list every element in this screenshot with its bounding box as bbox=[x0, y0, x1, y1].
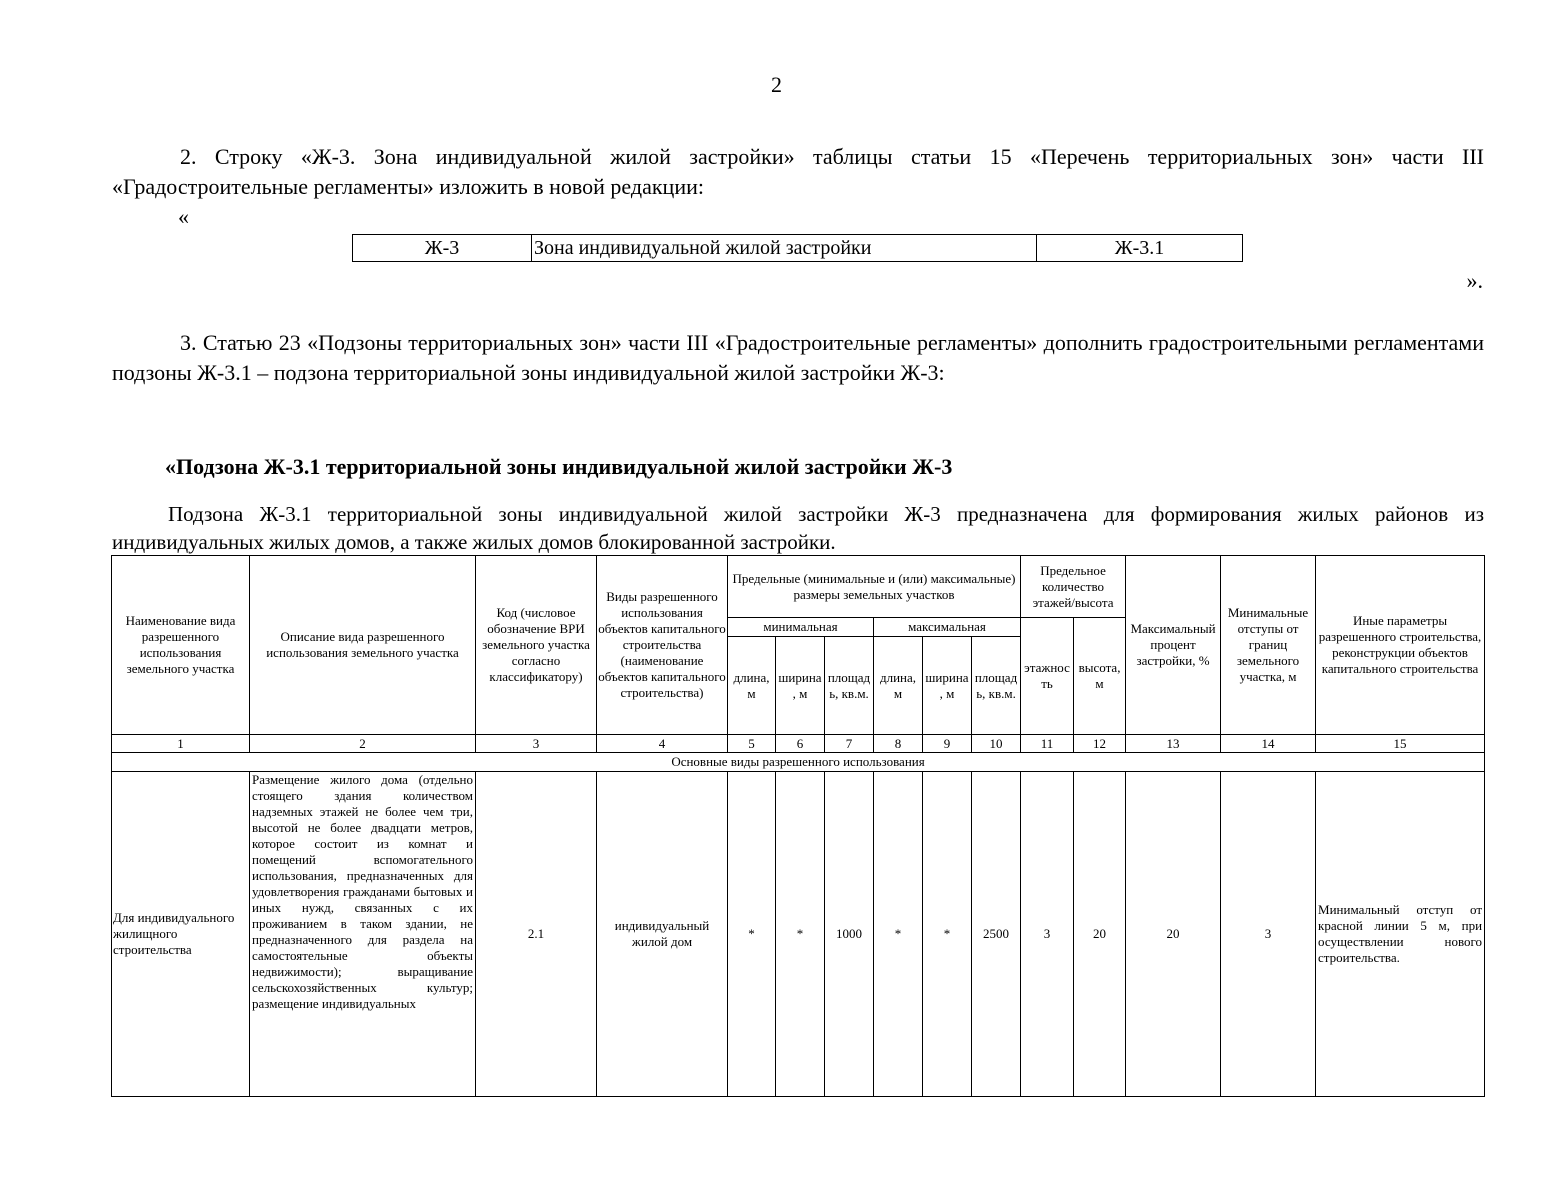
header-min-width: ширина, м bbox=[776, 637, 825, 735]
header-name: Наименование вида разрешенного использования земельного участка bbox=[112, 556, 250, 735]
cell-code: 2.1 bbox=[476, 772, 597, 1097]
subzone-heading: «Подзона Ж-3.1 территориальной зоны индивидуальной жилой застройки Ж-3 bbox=[165, 454, 953, 479]
header-row-1 bbox=[112, 556, 1485, 618]
cell-name: Для индивидуального жилищного строительства bbox=[112, 772, 250, 1097]
header-floors: этажность bbox=[1021, 618, 1074, 735]
header-sizes: Предельные (минимальные и (или) максимальные) размеры земельных участков bbox=[728, 556, 1021, 618]
column-number: 9 bbox=[923, 735, 972, 753]
cell-other: Минимальный отступ от красной линии 5 м, при осуществлении нового строительства. bbox=[1316, 772, 1485, 1097]
cell-max-width: * bbox=[923, 772, 972, 1097]
header-min-area: площадь, кв.м. bbox=[825, 637, 874, 735]
cell-coverage: 20 bbox=[1126, 772, 1221, 1097]
zone-table bbox=[352, 234, 1243, 262]
column-number: 12 bbox=[1074, 735, 1126, 753]
page-number: 2 bbox=[771, 72, 782, 97]
header-max-length: длина, м bbox=[874, 637, 923, 735]
zone-row bbox=[353, 235, 1243, 262]
column-number: 11 bbox=[1021, 735, 1074, 753]
header-floors-group: Предельное количество этажей/высота bbox=[1021, 556, 1126, 618]
header-max-area: площадь, кв.м. bbox=[972, 637, 1021, 735]
section-row bbox=[112, 753, 1485, 772]
paragraph-3: 3. Статью 23 «Подзоны территориальных зон» части III «Градостроительные регламенты» дополнить градостроительными регламентами подзоны Ж-3.1 – подзона территориальной зоны индивидуальной жилой застройки Ж-3: bbox=[112, 330, 1484, 385]
header-coverage: Максимальный процент застройки, % bbox=[1126, 556, 1221, 735]
header-objects: Виды разрешенного использования объектов капитального строительства (наименование объектов капитального строительства) bbox=[597, 556, 728, 735]
cell-max-length: * bbox=[874, 772, 923, 1097]
header-code: Код (числовое обозначение ВРИ земельного участка согласно классификатору) bbox=[476, 556, 597, 735]
cell-height: 20 bbox=[1074, 772, 1126, 1097]
column-number: 1 bbox=[112, 735, 250, 753]
cell-max-area: 2500 bbox=[972, 772, 1021, 1097]
column-number: 7 bbox=[825, 735, 874, 753]
section-title: Основные виды разрешенного использования bbox=[112, 753, 1485, 772]
paragraph-2: 2. Строку «Ж-3. Зона индивидуальной жилой застройки» таблицы статьи 15 «Перечень территориальных зон» части III «Градостроительные регламенты» изложить в новой редакции: bbox=[112, 144, 1484, 199]
column-number: 10 bbox=[972, 735, 1021, 753]
cell-floors: 3 bbox=[1021, 772, 1074, 1097]
regulations-table bbox=[111, 555, 1485, 1097]
zone-code: Ж-3 bbox=[353, 235, 532, 262]
subzone-description: Подзона Ж-3.1 территориальной зоны индивидуальной жилой застройки Ж-3 предназначена для формирования жилых районов из индивидуальных жилых домов, а также жилых домов блокированной застройки. bbox=[112, 502, 1484, 554]
header-description: Описание вида разрешенного использования земельного участка bbox=[250, 556, 476, 735]
cell-description: Размещение жилого дома (отдельно стоящего здания количеством надземных этажей не более чем три, высотой не более двадцати метров, которое состоит из комнат и помещений вспомогательного использования, предназначенных для удовлетворения гражданами бытовых и иных нужд, связанных с их проживанием в таком здании, не предназначенного для раздела на самостоятельные объекты недвижимости); выращивание сельскохозяйственных культур; размещение индивидуальных bbox=[250, 772, 476, 1097]
cell-setback: 3 bbox=[1221, 772, 1316, 1097]
column-number: 4 bbox=[597, 735, 728, 753]
cell-object: индивидуальный жилой дом bbox=[597, 772, 728, 1097]
quote-open: « bbox=[178, 204, 189, 229]
column-number: 3 bbox=[476, 735, 597, 753]
table-row bbox=[112, 772, 1485, 1097]
header-other: Иные параметры разрешенного строительства, реконструкции объектов капитального строительства bbox=[1316, 556, 1485, 735]
zone-subzone: Ж-3.1 bbox=[1037, 235, 1243, 262]
zone-name: Зона индивидуальной жилой застройки bbox=[532, 235, 1037, 262]
column-number: 13 bbox=[1126, 735, 1221, 753]
column-number: 14 bbox=[1221, 735, 1316, 753]
cell-min-area: 1000 bbox=[825, 772, 874, 1097]
header-max: максимальная bbox=[874, 618, 1021, 637]
column-number: 15 bbox=[1316, 735, 1485, 753]
cell-min-length: * bbox=[728, 772, 776, 1097]
column-number: 6 bbox=[776, 735, 825, 753]
column-numbers-row bbox=[112, 735, 1485, 753]
header-setbacks: Минимальные отступы от границ земельного участка, м bbox=[1221, 556, 1316, 735]
cell-min-width: * bbox=[776, 772, 825, 1097]
header-height: высота, м bbox=[1074, 618, 1126, 735]
column-number: 2 bbox=[250, 735, 476, 753]
header-min: минимальная bbox=[728, 618, 874, 637]
header-min-length: длина, м bbox=[728, 637, 776, 735]
column-number: 8 bbox=[874, 735, 923, 753]
quote-close: ». bbox=[1466, 268, 1483, 293]
column-number: 5 bbox=[728, 735, 776, 753]
header-max-width: ширина, м bbox=[923, 637, 972, 735]
